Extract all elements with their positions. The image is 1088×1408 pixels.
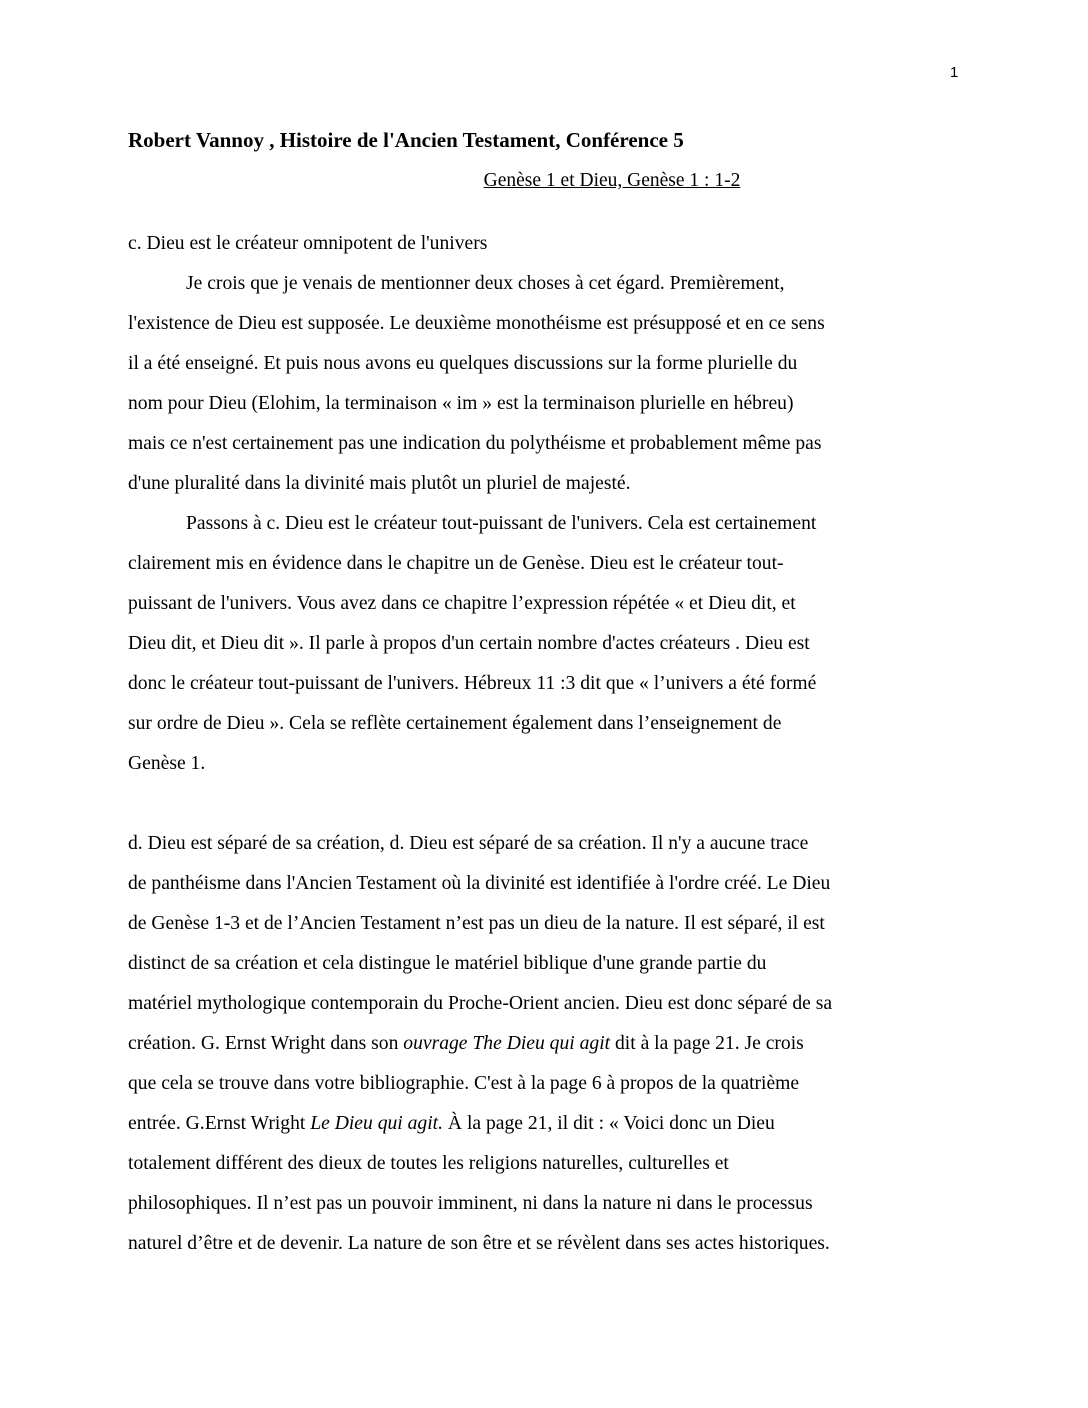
document-body	[128, 224, 968, 1264]
paragraph-line: clairement mis en évidence dans le chapitre un de Genèse. Dieu est le créateur tout-	[128, 553, 784, 574]
paragraph-line: Passons à c. Dieu est le créateur tout-puissant de l'univers. Cela est certainement	[186, 513, 817, 534]
paragraph-line: Genèse 1.	[128, 753, 206, 774]
paragraph-line	[128, 1024, 968, 1064]
text-run: création. G. Ernst Wright dans son	[128, 1033, 404, 1054]
subtitle-text: Genèse 1 et Dieu, Genèse 1 : 1-2	[483, 170, 741, 191]
paragraph-line: que cela se trouve dans votre bibliographie. C'est à la page 6 à propos de la quatrième	[128, 1073, 800, 1094]
paragraph-line: sur ordre de Dieu ». Cela se reflète certainement également dans l’enseignement de	[128, 713, 782, 734]
paragraph-line: matériel mythologique contemporain du Proche-Orient ancien. Dieu est donc séparé de sa	[128, 993, 833, 1014]
paragraph-line: il a été enseigné. Et puis nous avons eu quelques discussions sur la forme plurielle du	[128, 353, 798, 374]
text-run: À la page 21, il dit : « Voici donc un Dieu	[443, 1113, 775, 1134]
paragraph-line: mais ce n'est certainement pas une indication du polythéisme et probablement même pas	[128, 433, 822, 454]
section-heading: c. Dieu est le créateur omnipotent de l'univers	[128, 233, 488, 254]
paragraph-gap	[128, 784, 968, 824]
paragraph-line: totalement différent des dieux de toutes les religions naturelles, culturelles et	[128, 1153, 729, 1174]
paragraph-line: de Genèse 1-3 et de l’Ancien Testament n’est pas un dieu de la nature. Il est séparé, il est	[128, 913, 825, 934]
paragraph-line: nom pour Dieu (Elohim, la terminaison « im » est la terminaison plurielle en hébreu)	[128, 393, 794, 414]
paragraph-line: de panthéisme dans l'Ancien Testament où la divinité est identifiée à l'ordre créé. Le Dieu	[128, 873, 831, 894]
paragraph-line: d. Dieu est séparé de sa création, d. Dieu est séparé de sa création. Il n'y a aucune trace	[128, 833, 809, 854]
paragraph-line: Dieu dit, et Dieu dit ». Il parle à propos d'un certain nombre d'actes créateurs . Dieu est	[128, 633, 810, 654]
paragraph-line: d'une pluralité dans la divinité mais plutôt un pluriel de majesté.	[128, 473, 631, 494]
document-title: Robert Vannoy , Histoire de l'Ancien Testament, Conférence 5	[128, 128, 684, 152]
text-run: entrée. G.Ernst Wright	[128, 1113, 311, 1134]
paragraph-line: l'existence de Dieu est supposée. Le deuxième monothéisme est présupposé et en ce sens	[128, 313, 825, 334]
paragraph-line: naturel d’être et de devenir. La nature de son être et se révèlent dans ses actes historiques.	[128, 1233, 830, 1254]
paragraph-line: distinct de sa création et cela distingue le matériel biblique d'une grande partie du	[128, 953, 767, 974]
paragraph-line: philosophiques. Il n’est pas un pouvoir imminent, ni dans la nature ni dans le processus	[128, 1193, 813, 1214]
page-number: 1	[950, 64, 959, 81]
document-subtitle	[0, 170, 1088, 192]
book-title-italic: Le Dieu qui agit.	[310, 1113, 444, 1134]
paragraph-line: donc le créateur tout-puissant de l'univers. Hébreux 11 :3 dit que « l’univers a été formé	[128, 673, 817, 694]
paragraph-line	[128, 1104, 968, 1144]
text-run: dit à la page 21. Je crois	[610, 1033, 804, 1054]
paragraph-line: Je crois que je venais de mentionner deux choses à cet égard. Premièrement,	[186, 273, 785, 294]
book-title-italic: ouvrage The Dieu qui agit	[403, 1033, 611, 1054]
paragraph-line: puissant de l'univers. Vous avez dans ce chapitre l’expression répétée « et Dieu dit, et	[128, 593, 796, 614]
